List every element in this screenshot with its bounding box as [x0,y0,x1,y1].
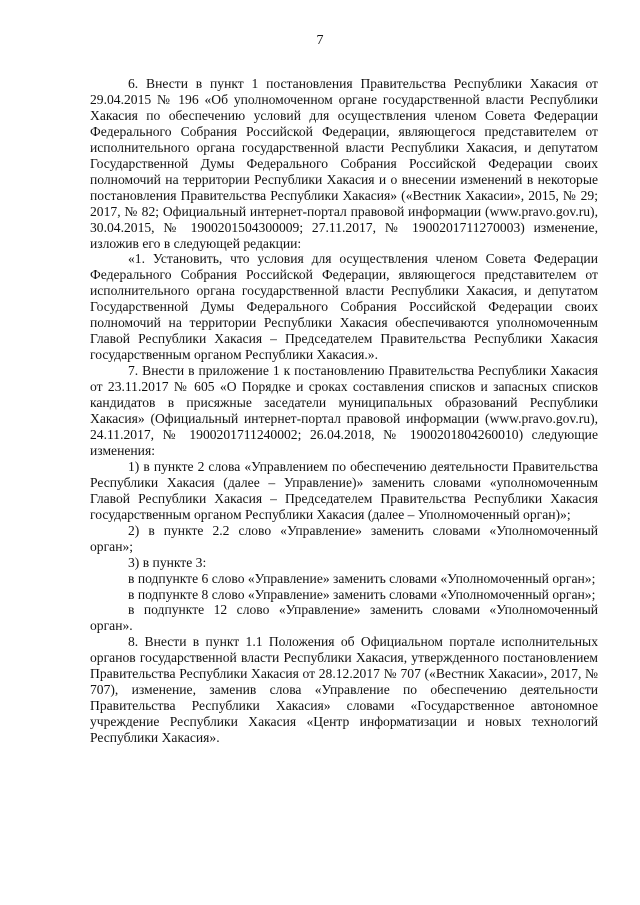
paragraph-item-6: 6. Внести в пункт 1 постановления Правительства Республики Хакасия от 29.04.2015 № 196 «Об уполномоченном органе государственной власти Республики Хакасия по обеспечению условий для осуществления членом Совета Федерации Федерального Собрания Российской Федерации, являющегося представителем от исполнительного органа государственной власти Республики Хакасия, и депутатом Государственной Думы Федерального Собрания Российской Федерации своих полномочий на территории Республики Хакасия и о внесении изменений в некоторые постановления Правительства Республики Хакасия» («Вестник Хакасии», 2015, № 29; 2017, № 82; Официальный интернет-портал правовой информации (www.pravo.gov.ru), 30.04.2015, № 1900201504300009; 27.11.2017, № 1900201711270003) изменение, изложив его в следующей редакции: [90,76,598,251]
paragraph-subitem-2: 2) в пункте 2.2 слово «Управление» заменить словами «Уполномоченный орган»; [90,522,598,554]
paragraph-subpoint-6: в подпункте 6 слово «Управление» заменить словами «Уполномоченный орган»; [128,570,596,586]
document-body [90,76,598,746]
page-number: 7 [316,33,324,48]
paragraph-quoted-item-1: «1. Установить, что условия для осуществления членом Совета Федерации Федерального Собрания Российской Федерации, являющегося представителем от исполнительного органа государственной власти Республики Хакасия, и депутатом Государственной Думы Федерального Собрания Российской Федерации своих полномочий на территории Республики Хакасия обеспечиваются уполномоченным Главой Республики Хакасия – Председателем Правительства Республики Хакасия государственным органом Республики Хакасия.». [90,251,598,363]
paragraph-subpoint-8: в подпункте 8 слово «Управление» заменить словами «Уполномоченный орган»; [128,586,596,602]
paragraph-subitem-1: 1) в пункте 2 слова «Управлением по обеспечению деятельности Правительства Республики Хакасия (далее – Управление)» заменить словами «уполномоченным Главой Республики Хакасия – Председателем Правительства Республики Хакасия государственным органом Республики Хакасия (далее – Уполномоченный орган)»; [90,458,598,522]
paragraph-item-7: 7. Внести в приложение 1 к постановлению Правительства Республики Хакасия от 23.11.2017 № 605 «О Порядке и сроках составления списков и запасных списков кандидатов в присяжные заседатели муниципальных образований Республики Хакасия» (Официальный интернет-портал правовой информации (www.pravo.gov.ru), 24.11.2017, № 1900201711240002; 26.04.2018, № 1900201804260010) следующие изменения: [90,363,598,458]
paragraph-item-8: 8. Внести в пункт 1.1 Положения об Официальном портале исполнительных органов государственной власти Республики Хакасия, утвержденного постановлением Правительства Республики Хакасия от 28.12.2017 № 707 («Вестник Хакасии», 2017, № 707), изменение, заменив слова «Управление по обеспечению деятельности Правительства Республики Хакасия» словами «Государственное автономное учреждение Республики Хакасия «Центр информатизации и новых технологий Республики Хакасия». [90,634,598,746]
paragraph-subitem-3: 3) в пункте 3: [128,554,207,570]
paragraph-subpoint-12: в подпункте 12 слово «Управление» заменить словами «Уполномоченный орган». [90,602,598,634]
